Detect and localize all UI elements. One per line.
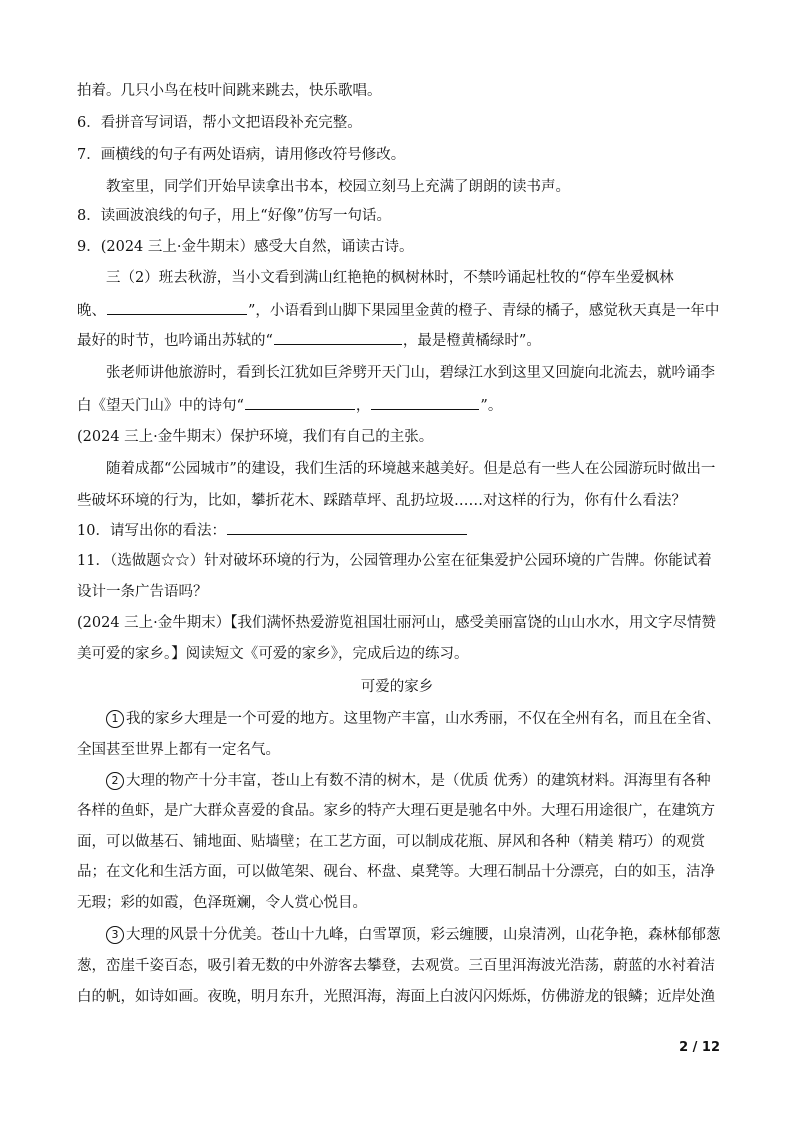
paragraph-2-line (106, 771, 751, 791)
text-line: 些破坏环境的行为，比如，攀折花木、踩踏草坪、乱扔垃圾……对这样的行为，你有什么看法？ (77, 493, 686, 509)
text-line: 设计一条广告语吗？ (77, 584, 208, 600)
text-fragment: 10．请写出你的看法： (77, 523, 226, 539)
paragraph-2-line: 品；在文化和生活方面，可以做笔架、砚台、杯盘、桌凳等。大理石制品十分漂亮，白的如玉，洁净 (77, 864, 715, 880)
text-line: 三（2）班去秋游，当小文看到满山红艳艳的枫树林时，不禁吟诵起杜牧的“停车坐爱枫林 (106, 270, 674, 286)
text-fragment: 最好的时节，也吟诵出苏轼的“ (77, 333, 273, 349)
text-line: 随着成都“公园城市”的建设，我们生活的环境越来越美好。但是总有一些人在公园游玩时做出一 (106, 461, 716, 477)
question-8: 8．读画波浪线的句子，用上“好像”仿写一句话。 (77, 208, 392, 224)
answer-blank[interactable] (274, 330, 402, 345)
question-6: 6．看拼音写词语，帮小文把语段补充完整。 (77, 115, 362, 131)
paragraph-number: 3 (106, 926, 124, 944)
section-heading: (2024 三上·金牛期末）保护环境，我们有自己的主张。 (77, 429, 434, 445)
text-fragment: 白《望天门山》中的诗句“ (77, 398, 244, 414)
text-fragment: ， (355, 398, 371, 414)
text-fragment: ，最是橙黄橘绿时”。 (402, 333, 541, 349)
answer-blank[interactable] (245, 395, 355, 410)
text-fragment: 我的家乡大理是一个可爱的地方。这里物产丰富，山水秀丽，不仅在全州有名，而且在全省、 (126, 711, 721, 727)
paragraph-2-line: 无瑕；彩的如霞，色泽斑斓，令人赏心悦目。 (77, 895, 367, 911)
text-line: 张老师讲他旅游时，看到长江犹如巨斧劈开天门山，碧绿江水到这里又回旋向北流去，就吟诵李 (106, 365, 715, 381)
text-line-with-blank (77, 330, 722, 351)
paragraph-1-line: 全国甚至世界上都有一定名气。 (77, 742, 280, 758)
question-9: 9．(2024 三上·金牛期末）感受大自然，诵读古诗。 (77, 239, 414, 255)
underlined-sentence: 教室里，同学们开始早读拿出书本，校园立刻马上充满了朗朗的读书声。 (106, 179, 570, 195)
text-fragment: ”，小语看到山脚下果园里金黄的橙子、青绿的橘子，感觉秋天真是一年中 (248, 303, 720, 319)
text-fragment: 大理的风景十分优美。苍山十九峰，白雪罩顶，彩云缠腰，山泉清冽，山花争艳，森林郁郁葱 (126, 927, 721, 943)
text-fragment: ”。 (480, 398, 503, 414)
paragraph-3-line: 白的帆，如诗如画。夜晚，明月东升，光照洱海，海面上白波闪闪烁烁，仿佛游龙的银鳞；近岸处渔 (77, 989, 715, 1005)
question-10 (77, 520, 722, 541)
paragraph-number: 2 (106, 772, 124, 790)
question-7: 7．画横线的句子有两处语病，请用修改符号修改。 (77, 147, 406, 163)
paragraph-3-line: 葱，峦崖千姿百态，吸引着无数的中外游客去攀登，去观赏。三百里洱海波光浩荡，蔚蓝的水衬着洁 (77, 958, 715, 974)
answer-blank[interactable] (227, 520, 467, 535)
passage-title: 可爱的家乡 (360, 679, 434, 695)
text-line: 拍着。几只小鸟在枝叶间跳来跳去，快乐歌唱。 (77, 83, 382, 99)
paragraph-2-line: 各样的鱼虾，是广大群众喜爱的食品。家乡的特产大理石更是驰名中外。大理石用途很广，在建筑方 (77, 803, 715, 819)
paragraph-3-line (106, 925, 751, 945)
text-line-with-blank (77, 300, 722, 321)
paragraph-2-line: 面，可以做基石、铺地面、贴墙壁；在工艺方面，可以制成花瓶、屏风和各种（精美 精巧）的观赏 (77, 834, 706, 850)
text-line: 美可爱的家乡。】阅读短文《可爱的家乡》，完成后边的练习。 (77, 646, 469, 662)
paragraph-number: 1 (106, 710, 124, 728)
answer-blank[interactable] (107, 300, 247, 315)
section-heading: (2024 三上·金牛期末）【我们满怀热爱游览祖国壮丽河山，感受美丽富饶的山山水水，用文字尽情赞 (77, 615, 717, 631)
answer-blank[interactable] (371, 395, 479, 410)
text-line-with-blank (77, 395, 722, 416)
text-fragment: 大理的物产十分丰富，苍山上有数不清的树木，是（优质 优秀）的建筑材料。洱海里有各种 (126, 773, 711, 789)
text-fragment: 晚、 (77, 303, 106, 319)
page-number: 2 / 12 (679, 1040, 720, 1055)
paragraph-1-line (106, 709, 751, 729)
question-11: 11．（选做题☆☆）针对破坏环境的行为，公园管理办公室在征集爱护公园环境的广告牌。你能试着 (77, 553, 712, 569)
